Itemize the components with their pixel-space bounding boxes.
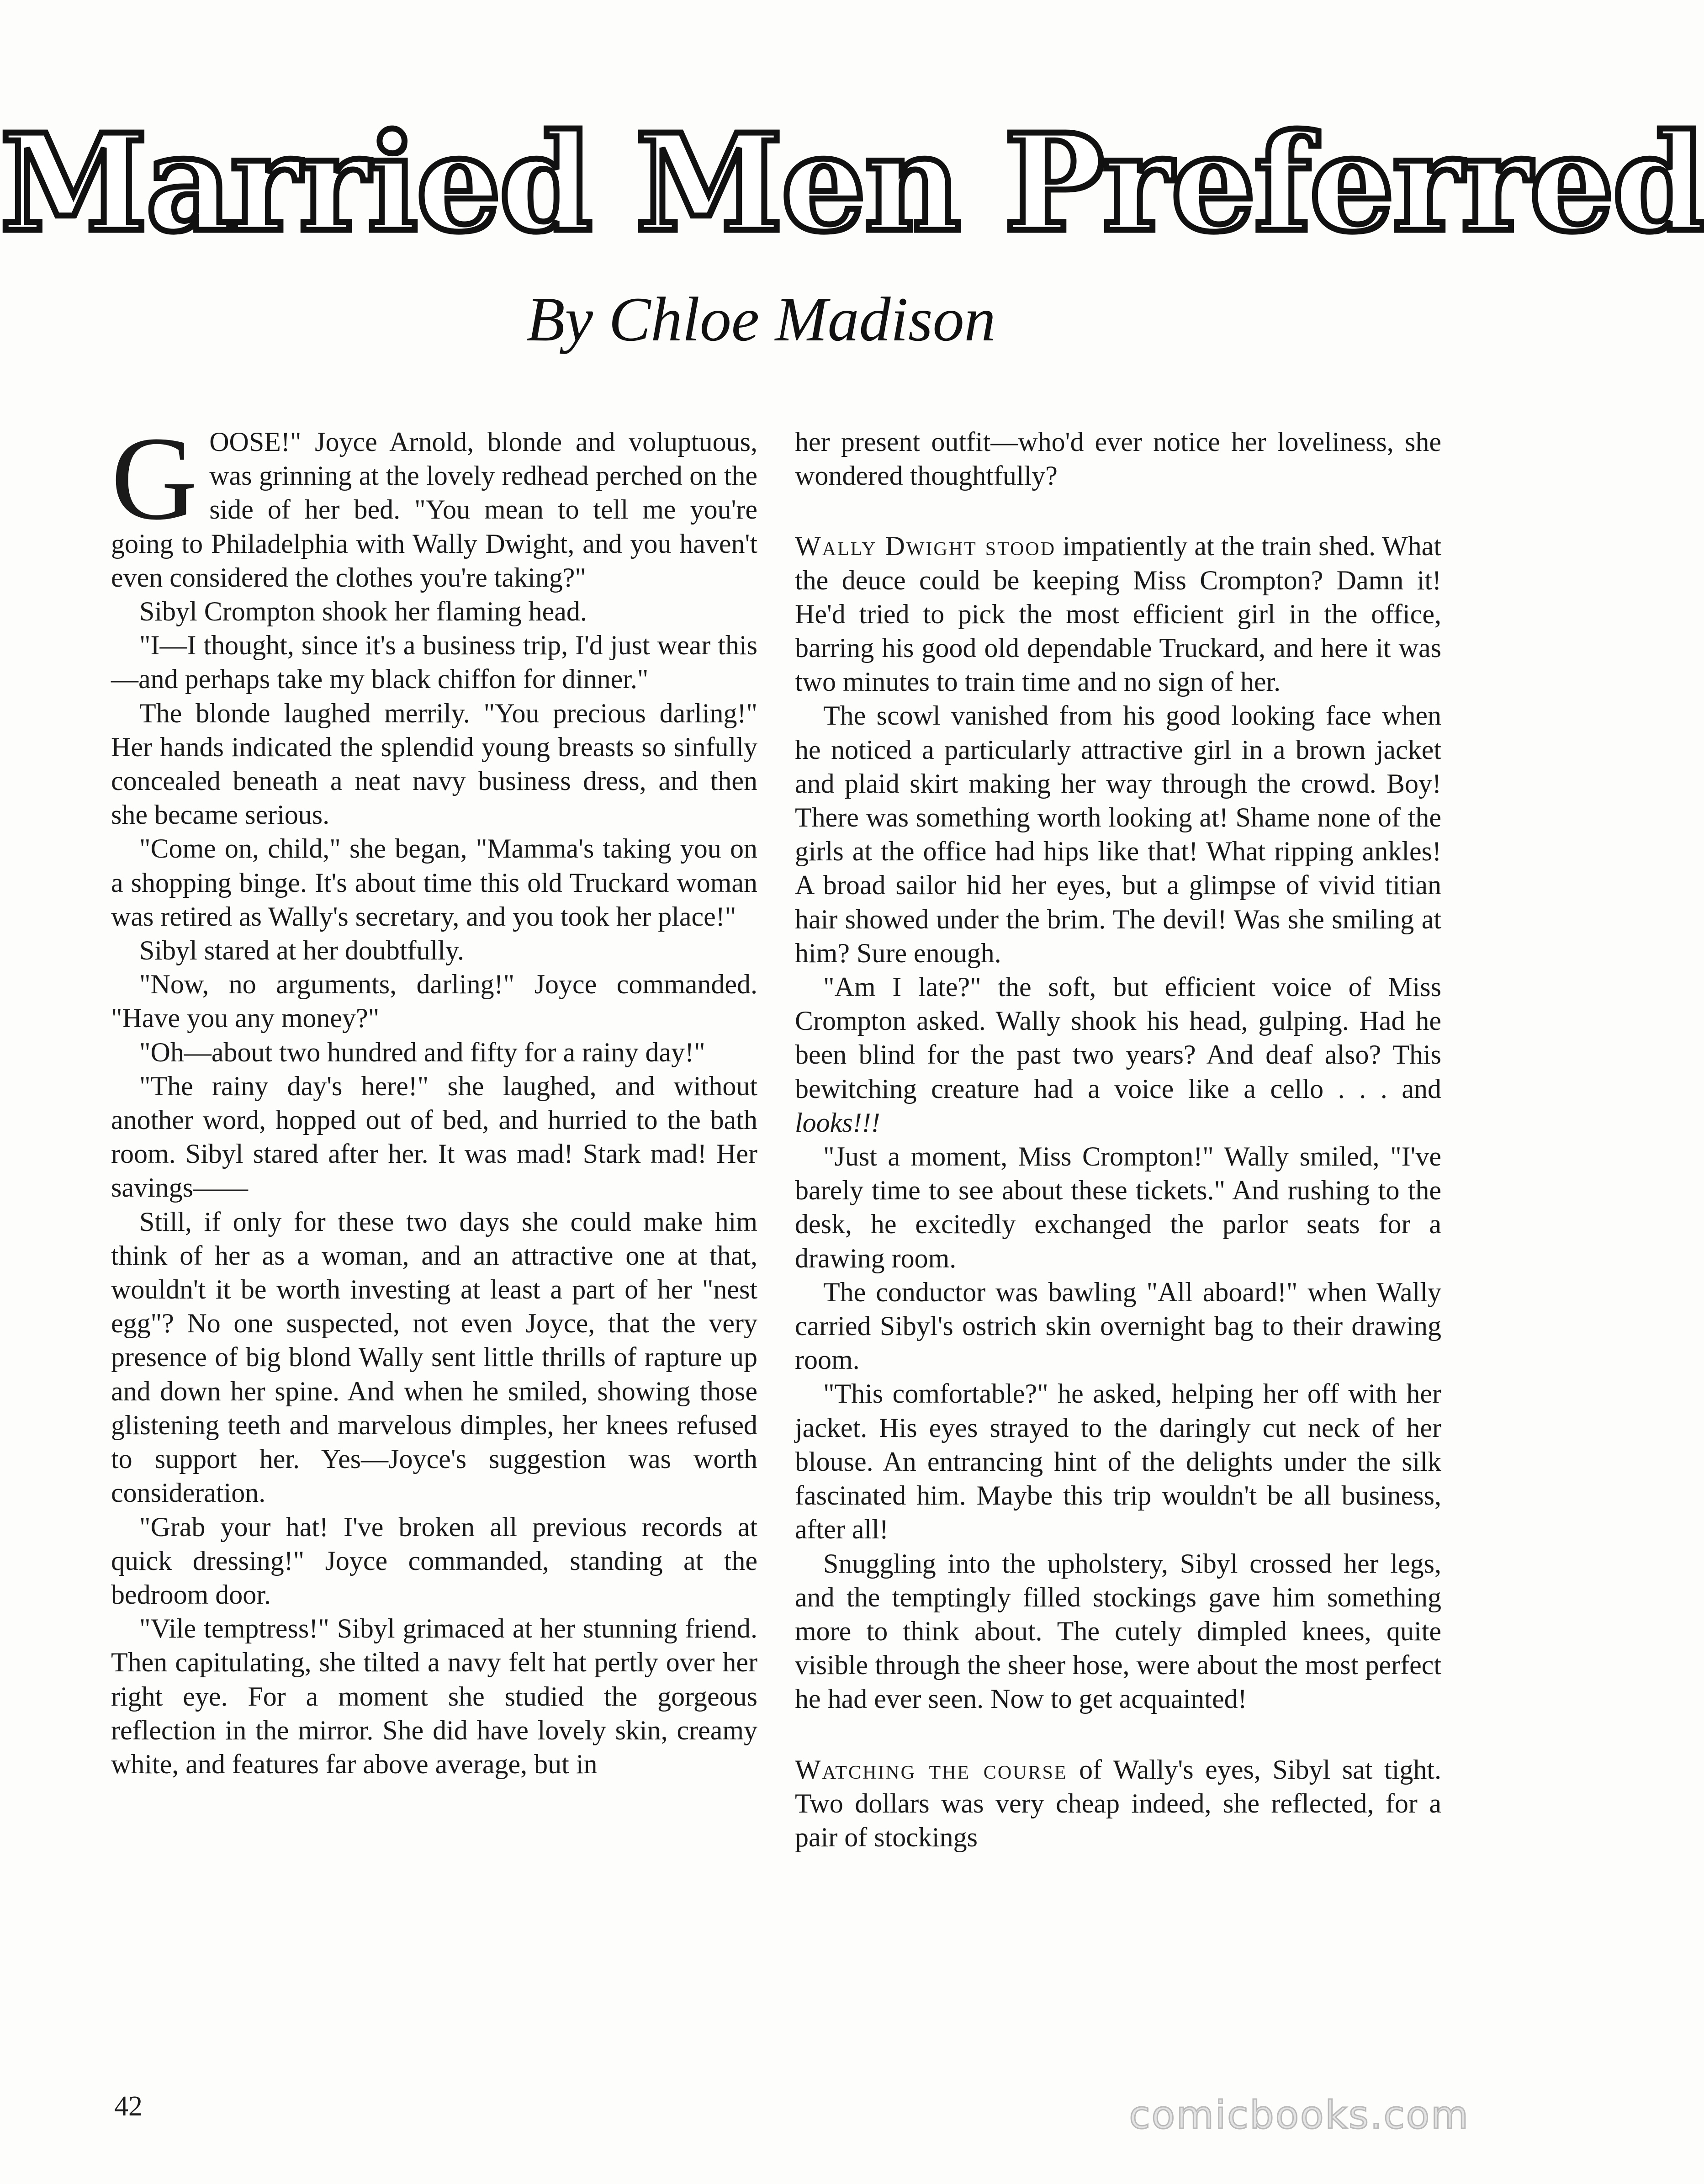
paragraph: The scowl vanished from his good looking face when he noticed a particularly attractive girl in a brown jacket and plaid skirt making her way through the crowd. Boy! There was something worth looking at! Shame none of the girls at the office had hips like that! What ripping ankles! A broad sailor hid her eyes, but a glimpse of vivid titian hair showed under the brim. The devil! Was she smiling at him? Sure enough. xyxy=(795,700,1441,968)
watermark-logo: comicbooks.com xyxy=(1129,2093,1470,2137)
paragraph xyxy=(795,970,1441,1140)
paragraph: Sibyl stared at her doubtfully. xyxy=(139,935,464,966)
paragraph xyxy=(111,412,757,594)
paragraph: "Now, no arguments, darling!" Joyce commanded. "Have you any money?" xyxy=(111,969,757,1034)
section-break xyxy=(795,493,1441,529)
paragraph: "I—I thought, since it's a business trip, I'd just wear this—and perhaps take my black chiffon for dinner." xyxy=(111,630,757,694)
small-caps-lead: Watching the course xyxy=(795,1754,1068,1785)
paragraph-text: "Am I late?" the soft, but efficient voice of Miss Crompton asked. Wally shook his head, gulping. Had he been blind for the past two years? And deaf also? This bewitching creature had a voice like a cello . . . and xyxy=(795,972,1441,1104)
paragraph xyxy=(795,529,1441,699)
paragraph: "Oh—about two hundred and fifty for a rainy day!" xyxy=(139,1037,705,1067)
paragraph: The conductor was bawling "All aboard!" when Wally carried Sibyl's ostrich skin overnight bag to their drawing room. xyxy=(795,1277,1441,1375)
paragraph: "Grab your hat! I've broken all previous records at quick dressing!" Joyce commanded, standing at the bedroom door. xyxy=(111,1511,757,1610)
paragraph-text: of Wally's eyes, Sibyl sat tight. Two dollars was very cheap indeed, she reflected, for a pair of stockings xyxy=(795,1754,1441,1852)
article-byline: By Chloe Madison xyxy=(526,284,996,354)
paragraph: Snuggling into the upholstery, Sibyl crossed her legs, and the temptingly filled stockings gave him something more to think about. The cutely dimpled knees, quite visible through the sheer hose, were about the most perfect he had ever seen. Now to get acquainted! xyxy=(795,1548,1441,1714)
paragraph xyxy=(795,1753,1441,1855)
paragraph: The blonde laughed merrily. "You precious darling!" Her hands indicated the splendid young breasts so sinfully concealed beneath a neat navy business dress, and then she became serious. xyxy=(111,698,757,830)
right-column xyxy=(795,425,1441,1854)
paragraph: "Vile temptress!" Sibyl grimaced at her stunning friend. Then capitulating, she tilted a navy felt hat pertly over her right eye. For a moment she studied the gorgeous reflection in the mirror. She did have lovely skin, creamy white, and features far above average, but in xyxy=(111,1613,757,1779)
paragraph: "The rainy day's here!" she laughed, and without another word, hopped out of bed, and hurried to the bath room. Sibyl stared after her. It was mad! Stark mad! Her savings—— xyxy=(111,1071,757,1203)
paragraph: Sibyl Crompton shook her flaming head. xyxy=(139,596,587,627)
paragraph-text: OOSE!" Joyce Arnold, blonde and voluptuous, was grinning at the lovely redhead perched on the side of her bed. "You mean to tell me you're going to Philadelphia with Wally Dwight, and you haven't even considered the clothes you're taking?" xyxy=(111,427,757,593)
paragraph-text: impatiently at the train shed. What the deuce could be keeping Miss Crompton? Damn it! He'd tried to pick the most efficient girl in the office, barring his good old dependable Truckard, and here it was two minutes to train time and no sign of her. xyxy=(795,531,1441,697)
page-number: 42 xyxy=(114,2091,143,2122)
drop-cap: G xyxy=(111,412,198,545)
left-column xyxy=(111,412,757,1781)
italic-emphasis: looks!!! xyxy=(795,1107,880,1138)
paragraph: Still, if only for these two days she could make him think of her as a woman, and an attractive one at that, wouldn't it be worth investing at least a part of her "nest egg"? No one suspected, not even Joyce, that the very presence of big blond Wally sent little thrills of rapture up and down her spine. And when he smiled, showing those glistening teeth and marvelous dimples, her knees refused to support her. Yes—Joyce's suggestion was worth consideration. xyxy=(111,1206,757,1508)
small-caps-lead: Wally Dwight stood xyxy=(795,531,1056,562)
paragraph: her present outfit—who'd ever notice her loveliness, she wondered thoughtfully? xyxy=(795,427,1441,491)
paragraph: "Come on, child," she began, "Mamma's taking you on a shopping binge. It's about time this old Truckard woman was retired as Wally's secretary, and you took her place!" xyxy=(111,833,757,932)
paragraph: "Just a moment, Miss Crompton!" Wally smiled, "I've barely time to see about these tickets." And rushing to the desk, he excitedly exchanged the parlor seats for a drawing room. xyxy=(795,1141,1441,1273)
section-break xyxy=(795,1716,1441,1753)
paragraph: "This comfortable?" he asked, helping her off with her jacket. His eyes strayed to the daringly cut neck of her blouse. An entrancing hint of the delights under the silk fascinated him. Maybe this trip wouldn't be all business, after all! xyxy=(795,1378,1441,1545)
article-title: Married Men Preferred xyxy=(0,105,1704,261)
